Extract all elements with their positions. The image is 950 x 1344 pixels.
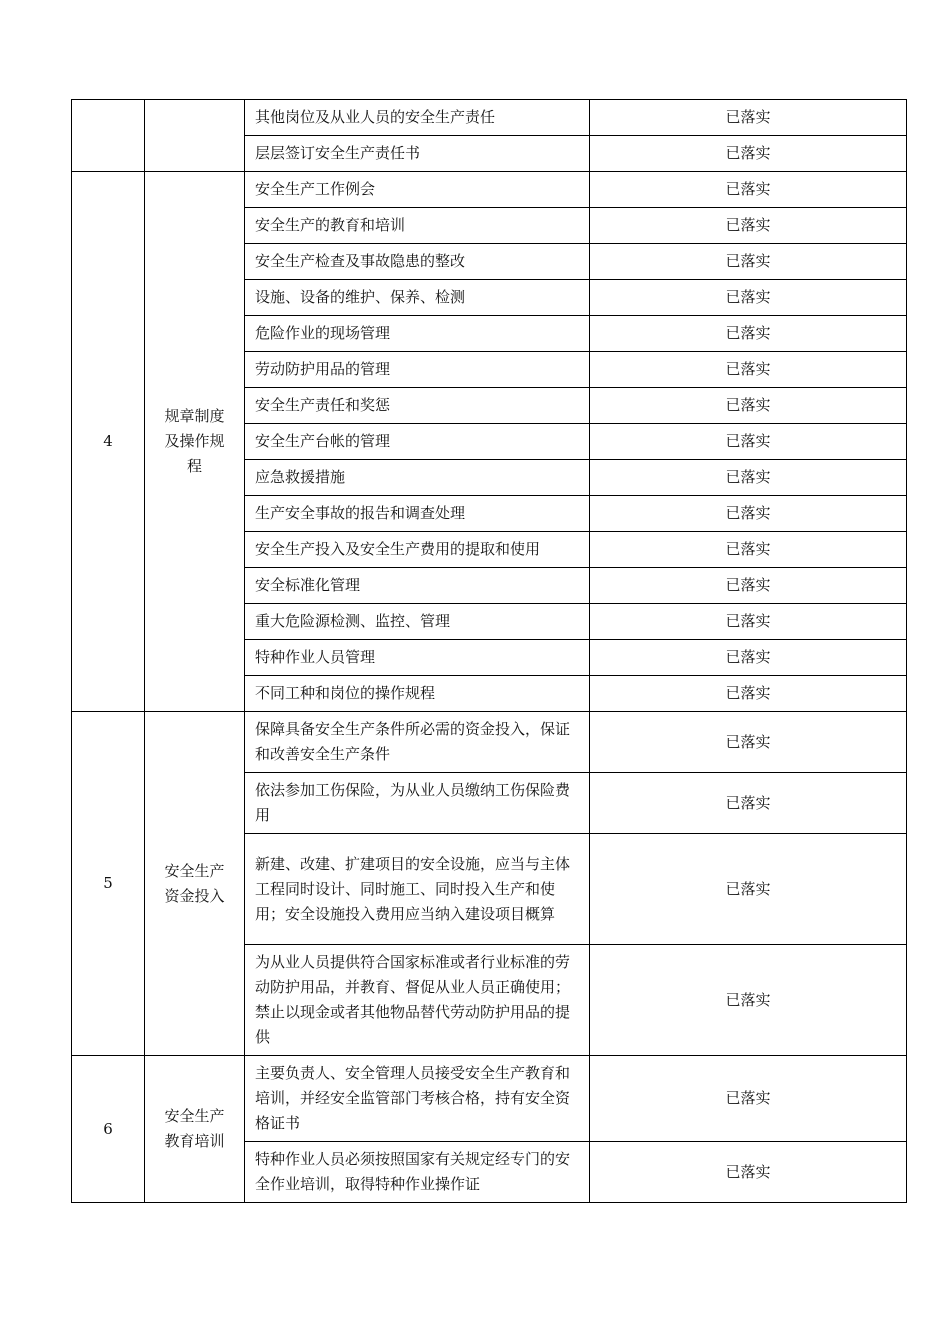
item-text-cell: 不同工种和岗位的操作规程 [245,676,590,712]
item-text-cell: 新建、改建、扩建项目的安全设施，应当与主体工程同时设计、同时施工、同时投入生产和使用；安全设施投入费用应当纳入建设项目概算 [245,834,590,945]
group-category-cell: 规章制度及操作规程 [145,172,245,712]
item-status-cell: 已落实 [590,172,907,208]
item-status-cell: 已落实 [590,1142,907,1203]
table-row [72,712,907,773]
group-number-cell: 5 [72,712,145,1056]
item-text-cell: 安全生产检查及事故隐患的整改 [245,244,590,280]
item-text-cell: 主要负责人、安全管理人员接受安全生产教育和培训，并经安全监管部门考核合格，持有安全资格证书 [245,1056,590,1142]
item-status-cell: 已落实 [590,280,907,316]
item-text-cell: 保障具备安全生产条件所必需的资金投入，保证和改善安全生产条件 [245,712,590,773]
item-text-cell: 重大危险源检测、监控、管理 [245,604,590,640]
group-number-cell: 4 [72,172,145,712]
table-row [72,1056,907,1142]
item-status-cell: 已落实 [590,945,907,1056]
item-status-cell: 已落实 [590,532,907,568]
item-text-cell: 依法参加工伤保险，为从业人员缴纳工伤保险费用 [245,773,590,834]
item-status-cell: 已落实 [590,244,907,280]
item-status-cell: 已落实 [590,1056,907,1142]
item-status-cell: 已落实 [590,316,907,352]
item-text-cell: 其他岗位及从业人员的安全生产责任 [245,100,590,136]
group-category-cell [145,100,245,172]
item-text-cell: 安全生产投入及安全生产费用的提取和使用 [245,532,590,568]
item-text-cell: 层层签订安全生产责任书 [245,136,590,172]
item-text-cell: 生产安全事故的报告和调查处理 [245,496,590,532]
item-status-cell: 已落实 [590,496,907,532]
group-number-cell: 6 [72,1056,145,1203]
safety-checklist-table [71,99,907,1203]
item-status-cell: 已落实 [590,100,907,136]
table-row [72,100,907,136]
item-text-cell: 为从业人员提供符合国家标准或者行业标准的劳动防护用品，并教育、督促从业人员正确使用；禁止以现金或者其他物品替代劳动防护用品的提供 [245,945,590,1056]
group-category-cell: 安全生产教育培训 [145,1056,245,1203]
item-text-cell: 安全生产的教育和培训 [245,208,590,244]
item-status-cell: 已落实 [590,676,907,712]
item-text-cell: 特种作业人员必须按照国家有关规定经专门的安全作业培训，取得特种作业操作证 [245,1142,590,1203]
item-text-cell: 设施、设备的维护、保养、检测 [245,280,590,316]
item-status-cell: 已落实 [590,388,907,424]
item-status-cell: 已落实 [590,460,907,496]
item-text-cell: 危险作业的现场管理 [245,316,590,352]
item-status-cell: 已落实 [590,208,907,244]
group-category-cell: 安全生产资金投入 [145,712,245,1056]
item-status-cell: 已落实 [590,568,907,604]
item-status-cell: 已落实 [590,136,907,172]
item-text-cell: 劳动防护用品的管理 [245,352,590,388]
item-status-cell: 已落实 [590,712,907,773]
item-text-cell: 安全生产工作例会 [245,172,590,208]
item-text-cell: 安全标准化管理 [245,568,590,604]
item-status-cell: 已落实 [590,424,907,460]
item-text-cell: 应急救援措施 [245,460,590,496]
item-text-cell: 安全生产责任和奖惩 [245,388,590,424]
document-page [71,99,906,1203]
item-status-cell: 已落实 [590,773,907,834]
item-status-cell: 已落实 [590,604,907,640]
item-status-cell: 已落实 [590,834,907,945]
checklist-body [72,100,907,1203]
item-text-cell: 特种作业人员管理 [245,640,590,676]
group-number-cell [72,100,145,172]
item-status-cell: 已落实 [590,352,907,388]
table-row [72,172,907,208]
item-status-cell: 已落实 [590,640,907,676]
item-text-cell: 安全生产台帐的管理 [245,424,590,460]
